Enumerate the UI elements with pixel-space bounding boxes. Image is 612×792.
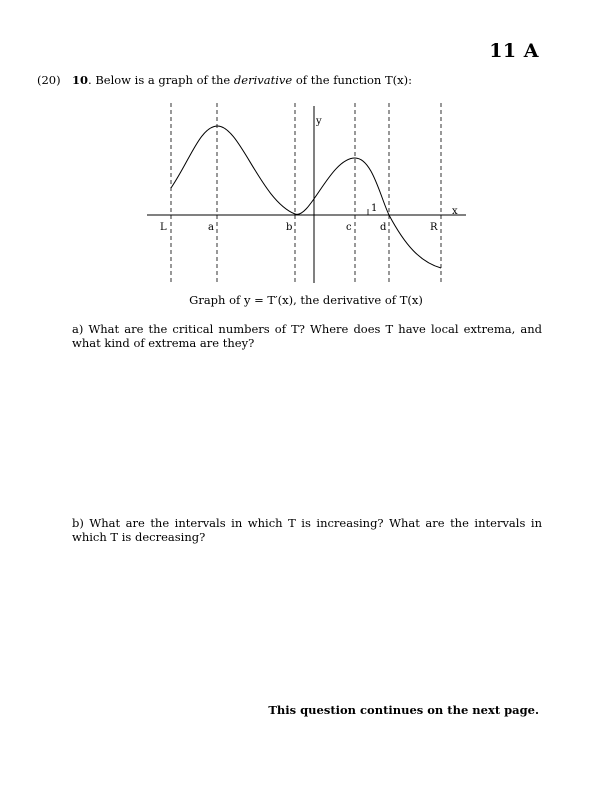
continues-note: This question continues on the next page. — [268, 703, 539, 717]
question-number: 10 — [72, 73, 89, 87]
scale-mark-label: 1 — [371, 203, 378, 214]
tick-label-a: a — [208, 222, 214, 233]
derivative-graph — [0, 0, 612, 320]
graph-caption: Graph of y = T′(x), the derivative of T(x) — [189, 293, 423, 307]
y-axis-label: y — [316, 116, 322, 127]
x-axis-label: x — [452, 206, 458, 217]
question-points: (20) — [37, 73, 61, 87]
tick-label-R: R — [430, 222, 438, 233]
tick-label-d: d — [380, 222, 387, 233]
page-code: 11 A — [489, 40, 539, 62]
intro-text-emphasis: derivative — [233, 73, 293, 87]
part-a-question: a) What are the critical numbers of T? Where does T have local extrema, and what kind of extrema are they? — [72, 322, 542, 350]
tick-label-c: c — [346, 222, 352, 233]
intro-text-pre: . Below is a graph of the — [88, 73, 234, 87]
tick-label-b: b — [286, 222, 293, 233]
part-b-question: b) What are the intervals in which T is increasing? What are the intervals in which T is decreasing? — [72, 516, 542, 544]
derivative-curve — [171, 126, 441, 268]
tick-label-L: L — [160, 222, 167, 233]
intro-text-post: of the function T(x): — [292, 73, 412, 87]
